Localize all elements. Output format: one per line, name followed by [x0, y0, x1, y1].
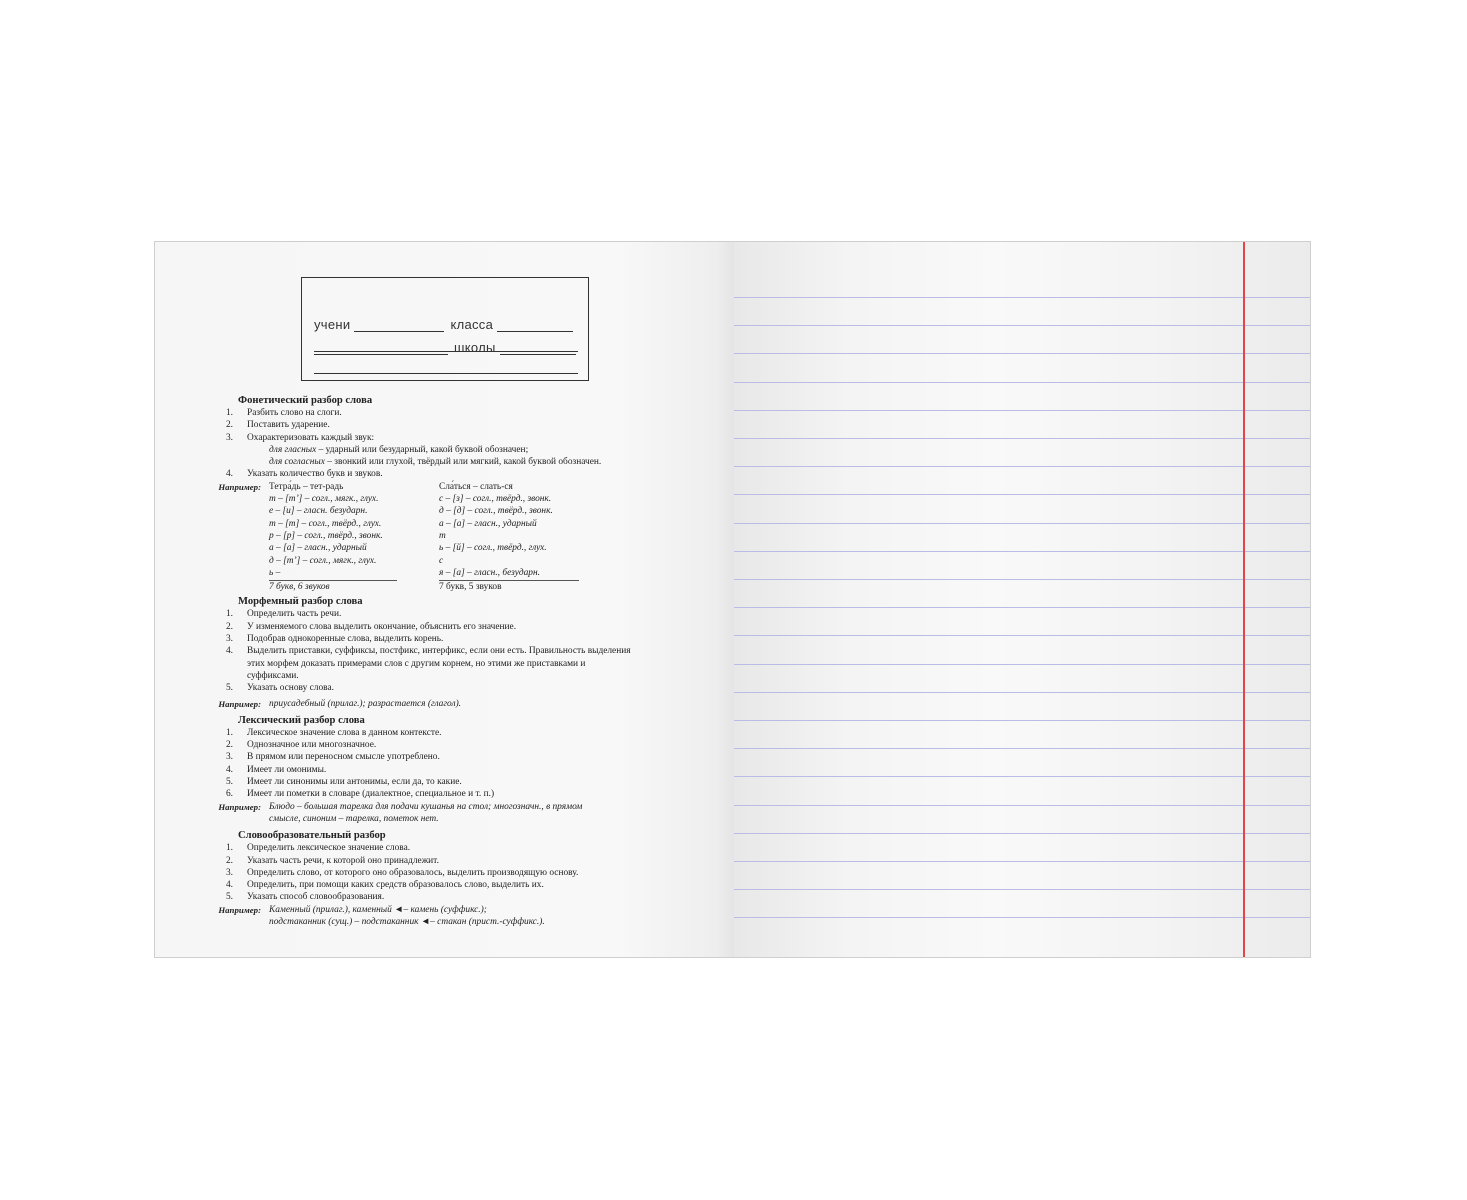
class-label: класса	[450, 317, 494, 332]
ruled-line	[734, 805, 1311, 806]
phonetic-example	[215, 481, 685, 594]
ruled-line	[734, 833, 1311, 834]
ruled-line	[734, 297, 1311, 298]
name-plate	[301, 277, 589, 381]
lexical-step: 5. Имеет ли синонимы или антонимы, если да, то какие.	[225, 777, 462, 788]
class-line[interactable]	[497, 319, 573, 332]
surname-line[interactable]	[314, 342, 448, 355]
morph-example: Например: приусадебный (прилаг.); разрастается (глагол).	[218, 698, 462, 709]
school-line[interactable]	[500, 342, 576, 355]
margin-line	[1243, 242, 1245, 957]
ruled-line	[734, 523, 1311, 524]
notebook-spread	[154, 241, 1311, 958]
ruled-line	[734, 494, 1311, 495]
morph-step: 2. У изменяемого слова выделить окончание, объяснить его значение.	[225, 621, 517, 632]
lexical-example: Например: Блюдо – большая тарелка для подачи кушанья на стол; многозначн., в прямом смысле, синоним – тарелка, пометок нет.	[218, 801, 583, 824]
right-page-lined[interactable]	[734, 242, 1311, 957]
wordform-step: 3. Определить слово, от которого оно образовалось, выделить производящую основу.	[225, 867, 579, 878]
ruled-line	[734, 607, 1311, 608]
morph-step: 4. Выделить приставки, суффиксы, постфикс, интерфикс, если они есть. Правильность выделения этих морфем доказать примерами слов с другим корнем, но этими же приставками и суффиксами.	[225, 646, 631, 681]
phonetic-step: 3. Охарактеризовать каждый звук:	[225, 432, 375, 443]
plate-blank-line-1[interactable]	[314, 351, 578, 352]
phonetic-title: Фонетический разбор слова	[238, 395, 373, 406]
ruled-line	[734, 692, 1311, 693]
ruled-line	[734, 861, 1311, 862]
consonants-note: для согласных – звонкий или глухой, твёрдый или мягкий, какой буквой обозначен.	[269, 457, 602, 468]
ruled-line	[734, 776, 1311, 777]
ruled-line	[734, 664, 1311, 665]
ruled-line	[734, 889, 1311, 890]
phonetic-step: 1. Разбить слово на слоги.	[225, 408, 342, 418]
morph-step: 1. Определить часть речи.	[225, 609, 342, 620]
ruled-line	[734, 748, 1311, 749]
word2-analysis: Сла́ться – слать-ся с – [з] – согл., твёрд., звонк. д – [д] – согл., твёрд., звонк. а – [а] – гласн., ударный т ь – [й] – согл., твёрд., глух. с я – [а] – гласн., безударн. 7 букв, 5 звуков	[439, 481, 609, 594]
wordform-example: Например: Каменный (прилаг.), каменный ◄– камень (суффикс.); подстаканник (сущ.) – подстаканник ◄– стакан (прист.-суффикс.).	[218, 904, 545, 927]
ruled-line	[734, 410, 1311, 411]
lexical-step: 2. Однозначное или многозначное.	[225, 740, 377, 751]
wordform-step: 5. Указать способ словообразования.	[225, 892, 385, 903]
ruled-line	[734, 579, 1311, 580]
pupil-name-line[interactable]	[354, 319, 444, 332]
ruled-line	[734, 917, 1311, 918]
wordform-title: Словообразовательный разбор	[238, 830, 386, 842]
lexical-step: 1. Лексическое значение слова в данном контексте.	[225, 727, 442, 738]
ruled-line	[734, 551, 1311, 552]
school-label: школы	[454, 340, 496, 355]
lexical-step: 4. Имеет ли омонимы.	[225, 764, 327, 775]
wordform-step: 4. Определить, при помощи каких средств образовалось слово, выделить их.	[225, 880, 544, 891]
ruled-line	[734, 382, 1311, 383]
left-page	[155, 242, 734, 957]
morph-title: Морфемный разбор слова	[238, 596, 363, 608]
example-label: Например:	[218, 481, 261, 492]
ruled-line	[734, 438, 1311, 439]
grammar-guide	[215, 392, 685, 928]
vowels-note: для гласных – ударный или безударный, какой буквой обозначен;	[269, 444, 529, 455]
lexical-step: 6. Имеет ли пометки в словаре (диалектное, специальное и т. п.)	[225, 789, 495, 800]
wordform-step: 1. Определить лексическое значение слова.	[225, 843, 411, 854]
ruled-line	[734, 720, 1311, 721]
morph-step: 3. Подобрав однокоренные слова, выделить корень.	[225, 634, 444, 645]
ruled-line	[734, 353, 1311, 354]
morph-step: 5. Указать основу слова.	[225, 683, 334, 694]
ruled-line	[734, 466, 1311, 467]
word1-analysis: Тетра́дь – тет-радь т – [т’] – согл., мягк., глух. е – [и] – гласн. безударн. т – [т] – согл., твёрд., глух. р – [р] – согл., твёрд., звонк. а – [а] – гласн., ударный д – [т’] – согл., мягк., глух. ь – 7 букв, 6 звуков	[269, 481, 439, 594]
phonetic-step: 4. Указать количество букв и звуков.	[225, 469, 383, 480]
lexical-title: Лексический разбор слова	[238, 714, 365, 726]
pupil-label: учени	[314, 317, 351, 332]
wordform-step: 2. Указать часть речи, к которой оно принадлежит.	[225, 855, 439, 866]
phonetic-step: 2. Поставить ударение.	[225, 420, 330, 431]
plate-row-1	[314, 317, 573, 332]
plate-blank-line-2[interactable]	[314, 373, 578, 374]
ruled-line	[734, 635, 1311, 636]
lexical-step: 3. В прямом или переносном смысле употреблено.	[225, 752, 440, 763]
plate-row-2	[314, 340, 576, 355]
ruled-line	[734, 325, 1311, 326]
